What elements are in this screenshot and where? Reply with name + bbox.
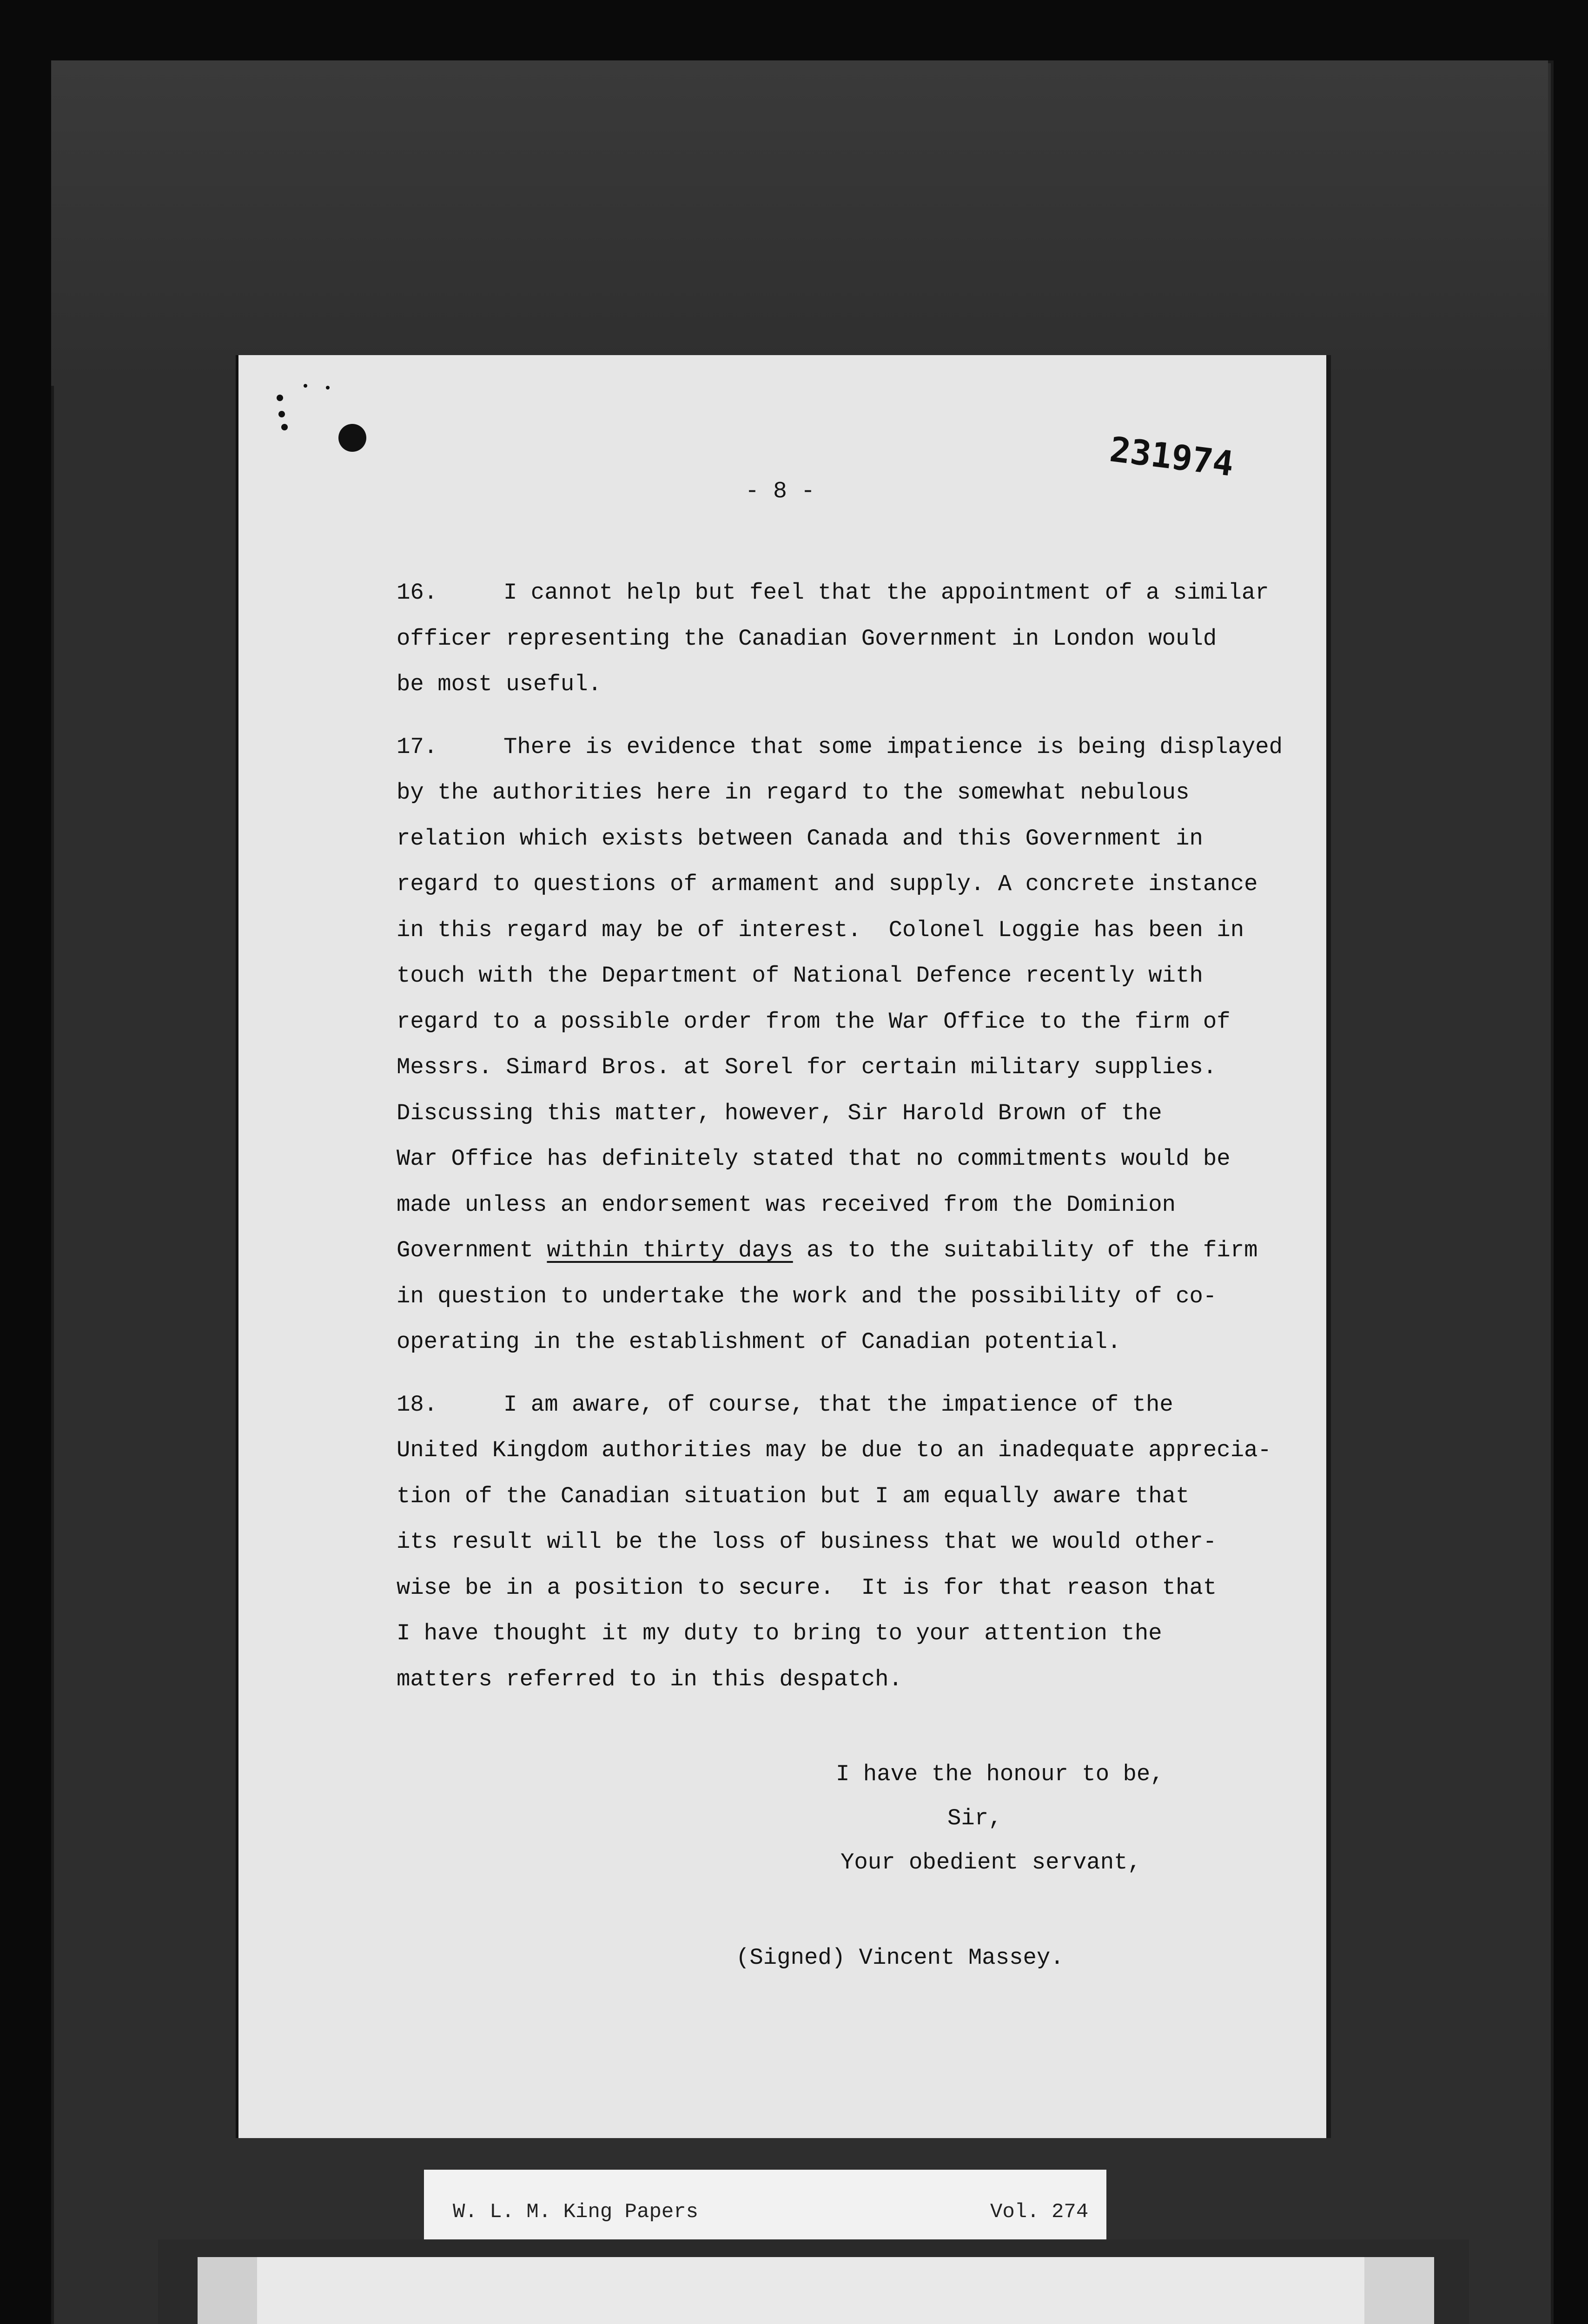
line-text: Government xyxy=(397,1237,547,1263)
text-line xyxy=(397,1274,1280,1320)
punch-dot xyxy=(281,424,288,430)
line-text: by the authorities here in regard to the somewhat nebulous xyxy=(397,779,1190,805)
text-line xyxy=(397,1382,1280,1428)
signature: (Signed) Vincent Massey. xyxy=(736,1945,1064,1971)
text-line xyxy=(397,1427,1280,1473)
letter-body xyxy=(397,570,1283,1719)
line-text: in question to undertake the work and the possibility of co- xyxy=(397,1283,1217,1309)
paragraph xyxy=(397,1382,1280,1703)
text-line xyxy=(397,1182,1280,1228)
line-text: regard to questions of armament and supply. A concrete instance xyxy=(397,871,1258,897)
text-line xyxy=(397,1136,1280,1182)
text-line xyxy=(397,999,1280,1045)
underlined-phrase: within thirty days xyxy=(547,1237,793,1263)
line-text: as to the suitability of the firm xyxy=(793,1237,1258,1263)
text-line xyxy=(397,1611,1280,1657)
text-line xyxy=(397,1519,1280,1565)
text-line xyxy=(397,724,1283,770)
line-text: regard to a possible order from the War Office to the firm of xyxy=(397,1008,1231,1035)
text-line xyxy=(397,861,1280,907)
archive-card-edge xyxy=(1364,2257,1434,2324)
paragraph-number: 16. xyxy=(397,580,438,606)
line-text: United Kingdom authorities may be due to an inadequate apprecia- xyxy=(397,1437,1271,1463)
line-text: I cannot help but feel that the appointment of a similar xyxy=(503,580,1269,606)
closing-salutation: I have the honour to be, xyxy=(836,1761,1164,1787)
paragraph xyxy=(397,724,1283,1365)
text-line xyxy=(397,1657,1280,1703)
text-line xyxy=(397,1228,1280,1274)
line-text: relation which exists between Canada and this Government in xyxy=(397,825,1203,852)
paragraph xyxy=(397,570,1280,707)
text-line xyxy=(397,907,1280,953)
text-line xyxy=(397,1044,1280,1090)
text-line xyxy=(397,661,1280,707)
text-line xyxy=(397,616,1280,662)
line-text: in this regard may be of interest. Colonel Loggie has been in xyxy=(397,917,1244,943)
paragraph-number: 18. xyxy=(397,1391,438,1418)
collection-name: W. L. M. King Papers xyxy=(453,2200,699,2224)
text-line xyxy=(397,816,1280,862)
line-text: I am aware, of course, that the impatience of the xyxy=(503,1391,1173,1418)
text-line xyxy=(397,770,1280,816)
line-text: There is evidence that some impatience is being displayed xyxy=(503,733,1283,760)
paragraph-number: 17. xyxy=(397,733,438,760)
line-text: matters referred to in this despatch. xyxy=(397,1666,902,1692)
line-text: be most useful. xyxy=(397,671,602,697)
frame-top-shade xyxy=(51,60,1548,386)
text-line xyxy=(397,1473,1280,1519)
punch-dot xyxy=(326,386,330,390)
line-text: wise be in a position to secure. It is for that reason that xyxy=(397,1574,1217,1601)
archive-card xyxy=(198,2257,1434,2324)
punch-hole-large xyxy=(338,424,366,452)
document-page xyxy=(238,355,1326,2138)
text-line xyxy=(397,1319,1280,1365)
line-text: Messrs. Simard Bros. at Sorel for certain military supplies. xyxy=(397,1054,1217,1080)
text-line xyxy=(397,1565,1280,1611)
punch-dot xyxy=(277,395,283,401)
punch-dot xyxy=(304,384,307,388)
line-text: its result will be the loss of business that we would other- xyxy=(397,1529,1217,1555)
line-text: I have thought it my duty to bring to your attention the xyxy=(397,1620,1162,1646)
text-line xyxy=(397,1090,1280,1136)
line-text: Discussing this matter, however, Sir Harold Brown of the xyxy=(397,1100,1162,1126)
closing-servant: Your obedient servant, xyxy=(840,1849,1141,1875)
archive-card-edge xyxy=(198,2257,257,2324)
punch-dot xyxy=(278,411,285,417)
line-text: operating in the establishment of Canadian potential. xyxy=(397,1329,1121,1355)
line-text: officer representing the Canadian Government in London would xyxy=(397,625,1217,652)
volume-number: Vol. 274 xyxy=(990,2200,1089,2224)
text-line xyxy=(397,570,1280,616)
closing-sir: Sir, xyxy=(947,1805,1002,1831)
line-text: War Office has definitely stated that no commitments would be xyxy=(397,1146,1231,1172)
page-number: - 8 - xyxy=(745,478,815,505)
line-text: made unless an endorsement was received from the Dominion xyxy=(397,1191,1176,1218)
document-number: 231974 xyxy=(1107,429,1236,484)
line-text: touch with the Department of National Defence recently with xyxy=(397,963,1203,989)
text-line xyxy=(397,953,1280,999)
line-text: tion of the Canadian situation but I am equally aware that xyxy=(397,1483,1190,1509)
